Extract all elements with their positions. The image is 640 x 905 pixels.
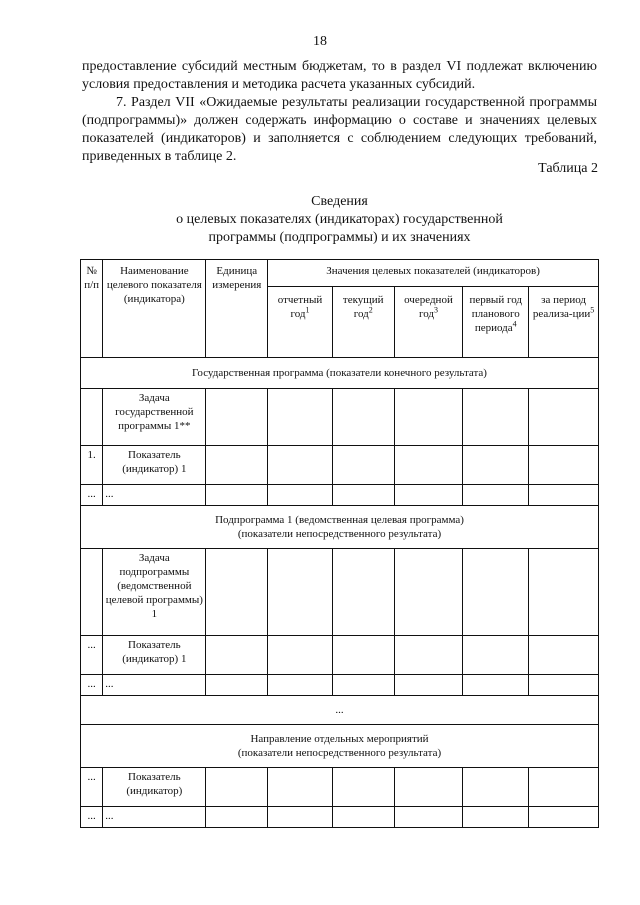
table-cell bbox=[206, 549, 268, 636]
table-cell bbox=[332, 636, 394, 675]
table-cell bbox=[206, 446, 268, 485]
header-implementation-period bbox=[529, 287, 599, 358]
table-cell bbox=[206, 389, 268, 446]
table-cell bbox=[332, 675, 394, 696]
table-cell bbox=[268, 446, 333, 485]
table-cell bbox=[463, 485, 529, 506]
header-number: № п/п bbox=[81, 260, 103, 358]
table-cell bbox=[268, 768, 333, 807]
ellipsis-row bbox=[81, 696, 599, 725]
placeholder-number: ... bbox=[81, 675, 103, 696]
table-cell bbox=[206, 675, 268, 696]
table-caption bbox=[82, 193, 597, 247]
table-cell bbox=[394, 807, 463, 828]
header-first-planning-year bbox=[463, 287, 529, 358]
header-implementation-period-label: за период реализа-ции bbox=[532, 294, 591, 320]
placeholder-name: ... bbox=[103, 807, 206, 828]
table-cell bbox=[268, 675, 333, 696]
header-implementation-period-note: 5 bbox=[590, 305, 595, 315]
placeholder-row bbox=[81, 675, 599, 696]
table-cell bbox=[463, 807, 529, 828]
indicator-name: Показатель (индикатор) bbox=[103, 768, 206, 807]
subprogram-task-row bbox=[81, 549, 599, 636]
subprogram-section-row bbox=[81, 506, 599, 549]
table-cell bbox=[332, 485, 394, 506]
table-cell bbox=[394, 768, 463, 807]
table-cell bbox=[81, 549, 103, 636]
table-cell bbox=[394, 549, 463, 636]
header-next-year bbox=[394, 287, 463, 358]
table-cell bbox=[463, 389, 529, 446]
table-cell bbox=[206, 485, 268, 506]
header-current-year bbox=[332, 287, 394, 358]
table-cell bbox=[463, 636, 529, 675]
table-cell bbox=[529, 675, 599, 696]
table-cell bbox=[463, 446, 529, 485]
table-cell bbox=[206, 768, 268, 807]
direction-section-line-1: Направление отдельных мероприятий bbox=[250, 733, 429, 745]
header-next-year-note: 3 bbox=[433, 305, 438, 315]
table-cell bbox=[268, 485, 333, 506]
indicator-row bbox=[81, 768, 599, 807]
table-cell bbox=[268, 636, 333, 675]
subprogram-task-title: Задача подпрограммы (ведомственной целевой программы) 1 bbox=[103, 549, 206, 636]
subprogram-section-line-1: Подпрограмма 1 (ведомственная целевая программа) bbox=[215, 514, 464, 526]
indicator-number: ... bbox=[81, 636, 103, 675]
table-cell bbox=[394, 389, 463, 446]
header-current-year-note: 2 bbox=[368, 305, 373, 315]
table-cell bbox=[332, 549, 394, 636]
state-program-section-row bbox=[81, 358, 599, 389]
table-cell bbox=[463, 675, 529, 696]
direction-section-line-2: (показатели непосредственного результата) bbox=[237, 747, 442, 759]
indicator-row bbox=[81, 446, 599, 485]
caption-title: Сведения bbox=[311, 194, 368, 209]
table-label: Таблица 2 bbox=[538, 161, 598, 176]
table-cell bbox=[332, 768, 394, 807]
page-number: 18 bbox=[313, 34, 327, 49]
table-cell bbox=[529, 446, 599, 485]
header-values-group: Значения целевых показателей (индикаторов) bbox=[268, 260, 599, 287]
header-first-planning-year-note: 4 bbox=[512, 319, 517, 329]
header-indicator-name: Наименование целевого показателя (индикатора) bbox=[103, 260, 206, 358]
section-seven-paragraph: 7. Раздел VII «Ожидаемые результаты реализации государственной программы (подпрограммы)» должен содержать информацию о составе и значениях целевых показателей (индикаторов) и заполняется с соблюдением следующих требований, приведенных в таблице 2. bbox=[82, 95, 597, 164]
caption-subtitle: о целевых показателях (индикаторах) государственной программы (подпрограммы) и их значениях bbox=[176, 212, 503, 245]
indicator-name: Показатель (индикатор) 1 bbox=[103, 446, 206, 485]
placeholder-row bbox=[81, 485, 599, 506]
direction-section-row bbox=[81, 725, 599, 768]
table-cell bbox=[332, 446, 394, 485]
table-cell bbox=[394, 485, 463, 506]
placeholder-number: ... bbox=[81, 807, 103, 828]
table-cell bbox=[268, 549, 333, 636]
table-cell bbox=[81, 389, 103, 446]
state-program-task-row bbox=[81, 389, 599, 446]
table-cell bbox=[394, 636, 463, 675]
state-program-section-title: Государственная программа (показатели конечного результата) bbox=[81, 358, 599, 389]
table-cell bbox=[529, 768, 599, 807]
table-cell bbox=[332, 807, 394, 828]
table-cell bbox=[463, 549, 529, 636]
header-unit: Единица измерения bbox=[206, 260, 268, 358]
subprogram-section-line-2: (показатели непосредственного результата) bbox=[237, 528, 442, 540]
indicator-row bbox=[81, 636, 599, 675]
placeholder-name: ... bbox=[103, 485, 206, 506]
table-cell bbox=[463, 768, 529, 807]
header-first-planning-year-label: первый год планового периода bbox=[469, 294, 522, 334]
table-cell bbox=[394, 675, 463, 696]
header-reporting-year-note: 1 bbox=[305, 305, 310, 315]
header-current-year-label: текущий год bbox=[342, 294, 384, 320]
placeholder-name: ... bbox=[103, 675, 206, 696]
table-cell bbox=[529, 485, 599, 506]
table-cell bbox=[332, 389, 394, 446]
indicator-number: 1. bbox=[81, 446, 103, 485]
subprogram-section-title bbox=[81, 506, 599, 549]
table-header-row bbox=[81, 260, 599, 287]
placeholder-number: ... bbox=[81, 485, 103, 506]
indicator-number: ... bbox=[81, 768, 103, 807]
header-reporting-year-label: отчетный год bbox=[277, 294, 323, 320]
target-indicators-table bbox=[80, 259, 599, 828]
table-cell bbox=[394, 446, 463, 485]
middle-ellipsis: ... bbox=[81, 696, 599, 725]
continuation-paragraph: предоставление субсидий местным бюджетам, то в раздел VI подлежат включению условия предоставления и методика расчета указанных субсидий. bbox=[82, 59, 597, 92]
direction-section-title bbox=[81, 725, 599, 768]
table-cell bbox=[529, 549, 599, 636]
state-program-task-title: Задача государственной программы 1** bbox=[103, 389, 206, 446]
indicator-name: Показатель (индикатор) 1 bbox=[103, 636, 206, 675]
table-cell bbox=[529, 807, 599, 828]
table-cell bbox=[206, 636, 268, 675]
table-cell bbox=[529, 636, 599, 675]
header-next-year-label: очередной год bbox=[404, 294, 453, 320]
table-cell bbox=[529, 389, 599, 446]
table-cell bbox=[268, 389, 333, 446]
placeholder-row bbox=[81, 807, 599, 828]
table-cell bbox=[206, 807, 268, 828]
table-cell bbox=[268, 807, 333, 828]
header-reporting-year bbox=[268, 287, 333, 358]
